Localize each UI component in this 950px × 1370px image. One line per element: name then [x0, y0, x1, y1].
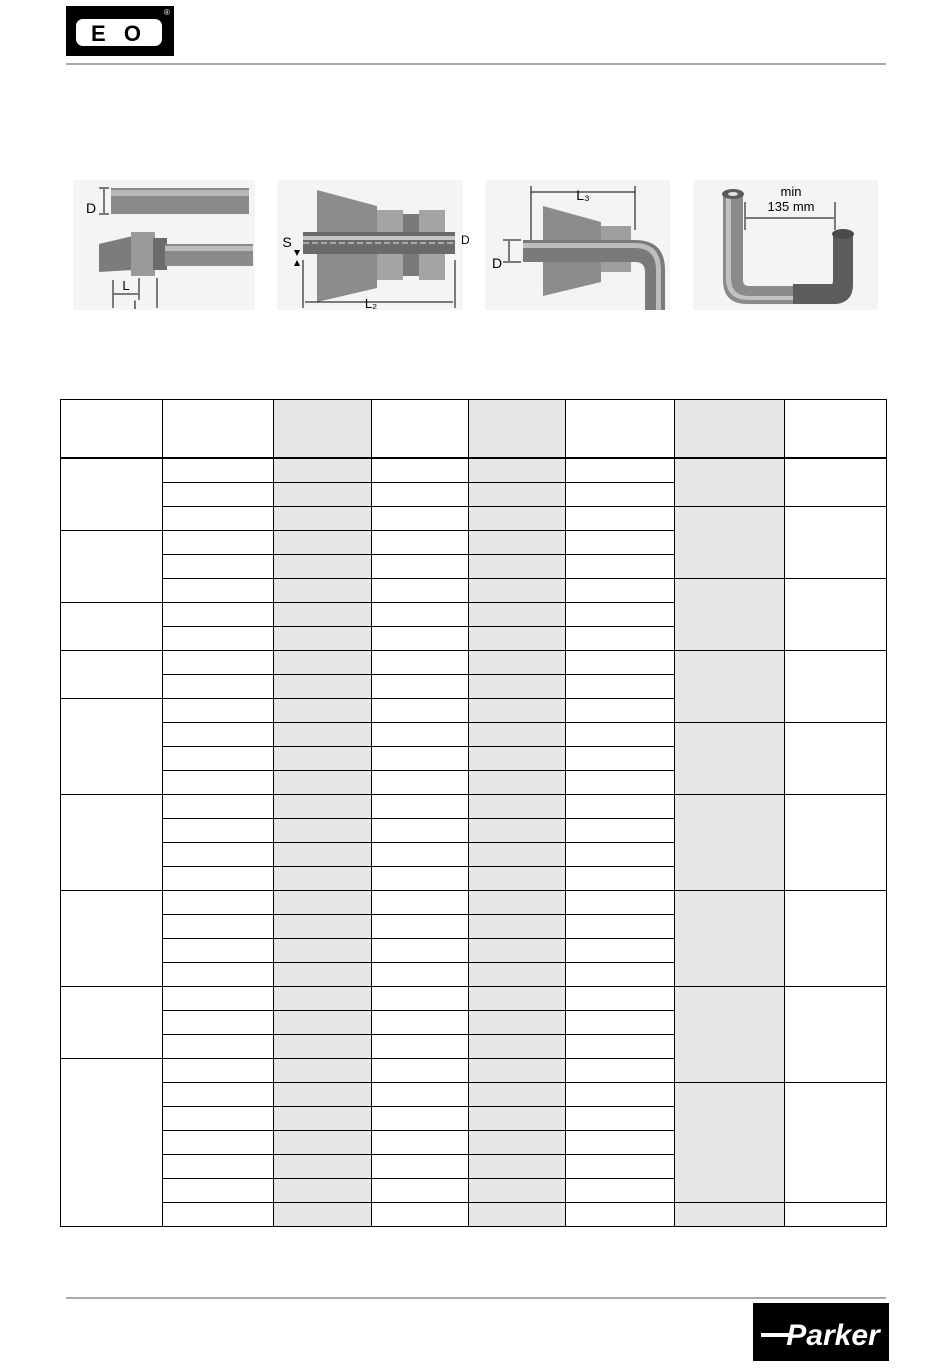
table-cell: [566, 891, 675, 915]
table-cell: [372, 1107, 469, 1131]
table-row: [61, 1203, 887, 1227]
table-cell: [372, 1203, 469, 1227]
eo-logo-text: E O: [91, 21, 147, 46]
table-cell: [566, 1203, 675, 1227]
table-cell: [469, 1155, 566, 1179]
header-cell: [372, 400, 469, 459]
table-cell: [163, 1083, 274, 1107]
table-cell: [274, 915, 372, 939]
table-cell: [372, 507, 469, 531]
table-cell: [566, 1131, 675, 1155]
fig1-label-l1: l: [133, 298, 137, 312]
merged-cell: [785, 987, 887, 1083]
table-cell: [163, 891, 274, 915]
table-cell: [372, 1179, 469, 1203]
group-cell: [61, 603, 163, 651]
table-cell: [372, 483, 469, 507]
table-cell: [566, 747, 675, 771]
table-cell: [469, 987, 566, 1011]
table-row: [61, 651, 887, 675]
table-cell: [274, 1179, 372, 1203]
merged-cell: [785, 891, 887, 987]
eo-logo: [66, 6, 174, 56]
table-cell: [274, 723, 372, 747]
table-cell: [274, 747, 372, 771]
table-cell: [372, 819, 469, 843]
table-cell: [469, 747, 566, 771]
table-cell: [163, 1131, 274, 1155]
table-cell: [274, 963, 372, 987]
table-cell: [372, 1083, 469, 1107]
table-cell: [372, 1131, 469, 1155]
table-cell: [566, 987, 675, 1011]
table-cell: [566, 867, 675, 891]
table-cell: [469, 1203, 566, 1227]
table-cell: [372, 987, 469, 1011]
table-cell: [469, 1107, 566, 1131]
table-cell: [372, 651, 469, 675]
table-cell: [163, 1035, 274, 1059]
table-cell: [372, 1155, 469, 1179]
fig2-label-l2: L₂: [364, 296, 378, 311]
table-cell: [163, 939, 274, 963]
table-cell: [566, 651, 675, 675]
table-cell: [372, 531, 469, 555]
group-cell: [61, 458, 163, 531]
merged-cell: [675, 795, 785, 891]
table-cell: [469, 579, 566, 603]
table-cell: [469, 795, 566, 819]
table-cell: [163, 915, 274, 939]
table-cell: [274, 1155, 372, 1179]
table-cell: [274, 579, 372, 603]
header-cell: [469, 400, 566, 459]
merged-cell: [785, 458, 887, 507]
table-cell: [372, 579, 469, 603]
table-cell: [675, 1203, 785, 1227]
table-cell: [163, 795, 274, 819]
table-cell: [274, 651, 372, 675]
table-cell: [372, 1059, 469, 1083]
table-row: [61, 507, 887, 531]
table-cell: [274, 627, 372, 651]
table-cell: [469, 963, 566, 987]
table-cell: [469, 1131, 566, 1155]
table-cell: [163, 771, 274, 795]
table-cell: [274, 1059, 372, 1083]
table-cell: [372, 723, 469, 747]
group-cell: [61, 795, 163, 891]
dimensions-table: [60, 399, 887, 1227]
table-cell: [469, 723, 566, 747]
table-cell: [163, 747, 274, 771]
table-cell: [566, 483, 675, 507]
figure-tube-insertion-length: [73, 180, 255, 310]
table-cell: [274, 843, 372, 867]
table-cell: [469, 1011, 566, 1035]
table-cell: [566, 915, 675, 939]
table-cell: [566, 458, 675, 483]
fig3-label-d: D: [491, 255, 503, 271]
table-cell: [469, 1083, 566, 1107]
table-cell: [274, 699, 372, 723]
table-cell: [566, 723, 675, 747]
table-cell: [566, 1179, 675, 1203]
table-cell: [163, 531, 274, 555]
fig4-label-value: 135 mm: [767, 199, 815, 214]
table-cell: [566, 579, 675, 603]
table-cell: [566, 939, 675, 963]
merged-cell: [675, 987, 785, 1083]
merged-cell: [785, 795, 887, 891]
table-cell: [469, 483, 566, 507]
table-cell: [163, 1155, 274, 1179]
table-cell: [274, 939, 372, 963]
table-cell: [372, 747, 469, 771]
table-cell: [566, 1035, 675, 1059]
table-cell: [274, 555, 372, 579]
group-cell: [61, 891, 163, 987]
table-cell: [163, 723, 274, 747]
group-cell: [61, 987, 163, 1059]
table-cell: [566, 627, 675, 651]
table-cell: [274, 1035, 372, 1059]
table-cell: [163, 651, 274, 675]
parker-logo: [753, 1303, 889, 1361]
table-cell: [274, 891, 372, 915]
table-cell: [566, 1059, 675, 1083]
table-cell: [163, 1203, 274, 1227]
table-row: [61, 987, 887, 1011]
header-cell: [785, 400, 887, 459]
table-cell: [469, 867, 566, 891]
table-cell: [372, 939, 469, 963]
table-cell: [163, 1107, 274, 1131]
table-cell: [469, 603, 566, 627]
table-cell: [163, 603, 274, 627]
table-cell: [274, 483, 372, 507]
table-cell: [566, 1083, 675, 1107]
table-cell: [566, 675, 675, 699]
table-cell: [163, 819, 274, 843]
header-divider: [66, 63, 886, 65]
table-cell: [566, 1011, 675, 1035]
merged-cell: [785, 507, 887, 579]
footer-divider: [66, 1297, 886, 1299]
table-cell: [469, 819, 566, 843]
fig3-label-l3: L₃: [576, 187, 590, 203]
table-cell: [469, 1035, 566, 1059]
table-cell: [566, 843, 675, 867]
table-row: [61, 723, 887, 747]
table-cell: [372, 867, 469, 891]
table-cell: [274, 1083, 372, 1107]
figure-min-bend-distance: [693, 180, 878, 310]
table-cell: [469, 458, 566, 483]
group-cell: [61, 699, 163, 795]
table-cell: [372, 1011, 469, 1035]
merged-cell: [785, 1083, 887, 1203]
table-cell: [469, 1059, 566, 1083]
table-cell: [566, 963, 675, 987]
table-cell: [163, 1179, 274, 1203]
table-cell: [469, 507, 566, 531]
table-cell: [372, 963, 469, 987]
table-cell: [372, 891, 469, 915]
header-cell: [274, 400, 372, 459]
header-cell: [61, 400, 163, 459]
figure-bend-length: [485, 180, 670, 310]
table-cell: [163, 867, 274, 891]
header-cell: [566, 400, 675, 459]
table-cell: [274, 1131, 372, 1155]
table-cell: [163, 843, 274, 867]
table-cell: [163, 458, 274, 483]
table-cell: [274, 603, 372, 627]
group-cell: [61, 651, 163, 699]
table-cell: [372, 555, 469, 579]
fig1-label-d: D: [85, 200, 97, 216]
merged-cell: [675, 651, 785, 723]
table-cell: [566, 699, 675, 723]
table-cell: [372, 675, 469, 699]
parker-logo-text: Parker: [786, 1319, 880, 1352]
table-cell: [785, 1203, 887, 1227]
table-cell: [372, 795, 469, 819]
table-cell: [372, 458, 469, 483]
table-cell: [274, 867, 372, 891]
table-cell: [469, 651, 566, 675]
registered-mark: ®: [164, 8, 170, 17]
table-row: [61, 579, 887, 603]
merged-cell: [675, 507, 785, 579]
table-cell: [372, 603, 469, 627]
merged-cell: [785, 651, 887, 723]
table-cell: [469, 915, 566, 939]
table-cell: [566, 795, 675, 819]
table-cell: [274, 1107, 372, 1131]
table-cell: [372, 1035, 469, 1059]
table-cell: [372, 915, 469, 939]
table-cell: [469, 939, 566, 963]
table-cell: [372, 843, 469, 867]
table-header-row: [61, 400, 887, 459]
fig1-label-l: L: [122, 278, 130, 293]
table-cell: [469, 531, 566, 555]
merged-cell: [675, 579, 785, 651]
merged-cell: [675, 891, 785, 987]
table-row: [61, 1083, 887, 1107]
table-cell: [274, 1011, 372, 1035]
table-cell: [566, 771, 675, 795]
table-row: [61, 795, 887, 819]
table-row: [61, 458, 887, 483]
table-cell: [163, 675, 274, 699]
table-cell: [274, 458, 372, 483]
table-cell: [274, 771, 372, 795]
table-cell: [566, 1155, 675, 1179]
table-cell: [469, 843, 566, 867]
table-cell: [274, 507, 372, 531]
table-cell: [469, 627, 566, 651]
table-cell: [163, 627, 274, 651]
merged-cell: [675, 458, 785, 507]
table-cell: [469, 675, 566, 699]
group-cell: [61, 531, 163, 603]
header-cell: [675, 400, 785, 459]
merged-cell: [785, 723, 887, 795]
table-cell: [372, 771, 469, 795]
table-cell: [274, 987, 372, 1011]
table-cell: [469, 1179, 566, 1203]
table-cell: [163, 987, 274, 1011]
figure-wall-thickness-length: [277, 180, 470, 311]
fig4-label-min: min: [780, 184, 802, 199]
table-cell: [566, 507, 675, 531]
table-cell: [469, 771, 566, 795]
table-cell: [566, 1107, 675, 1131]
table-cell: [566, 531, 675, 555]
group-cell: [61, 1059, 163, 1227]
table-cell: [163, 483, 274, 507]
table-cell: [274, 819, 372, 843]
table-row: [61, 891, 887, 915]
table-cell: [469, 891, 566, 915]
table-cell: [469, 699, 566, 723]
table-cell: [566, 819, 675, 843]
table-cell: [163, 507, 274, 531]
table-cell: [163, 555, 274, 579]
table-cell: [163, 579, 274, 603]
fig2-label-d: D: [461, 233, 470, 247]
table-cell: [274, 531, 372, 555]
table-cell: [566, 603, 675, 627]
header-cell: [163, 400, 274, 459]
fig2-label-s: S: [282, 234, 292, 250]
table-cell: [274, 675, 372, 699]
table-cell: [274, 1203, 372, 1227]
table-cell: [163, 963, 274, 987]
table-cell: [372, 699, 469, 723]
table-cell: [372, 627, 469, 651]
table-cell: [469, 555, 566, 579]
merged-cell: [785, 579, 887, 651]
merged-cell: [675, 723, 785, 795]
table-cell: [163, 1059, 274, 1083]
table-cell: [274, 795, 372, 819]
merged-cell: [675, 1083, 785, 1203]
table-cell: [163, 1011, 274, 1035]
table-cell: [163, 699, 274, 723]
table-cell: [566, 555, 675, 579]
